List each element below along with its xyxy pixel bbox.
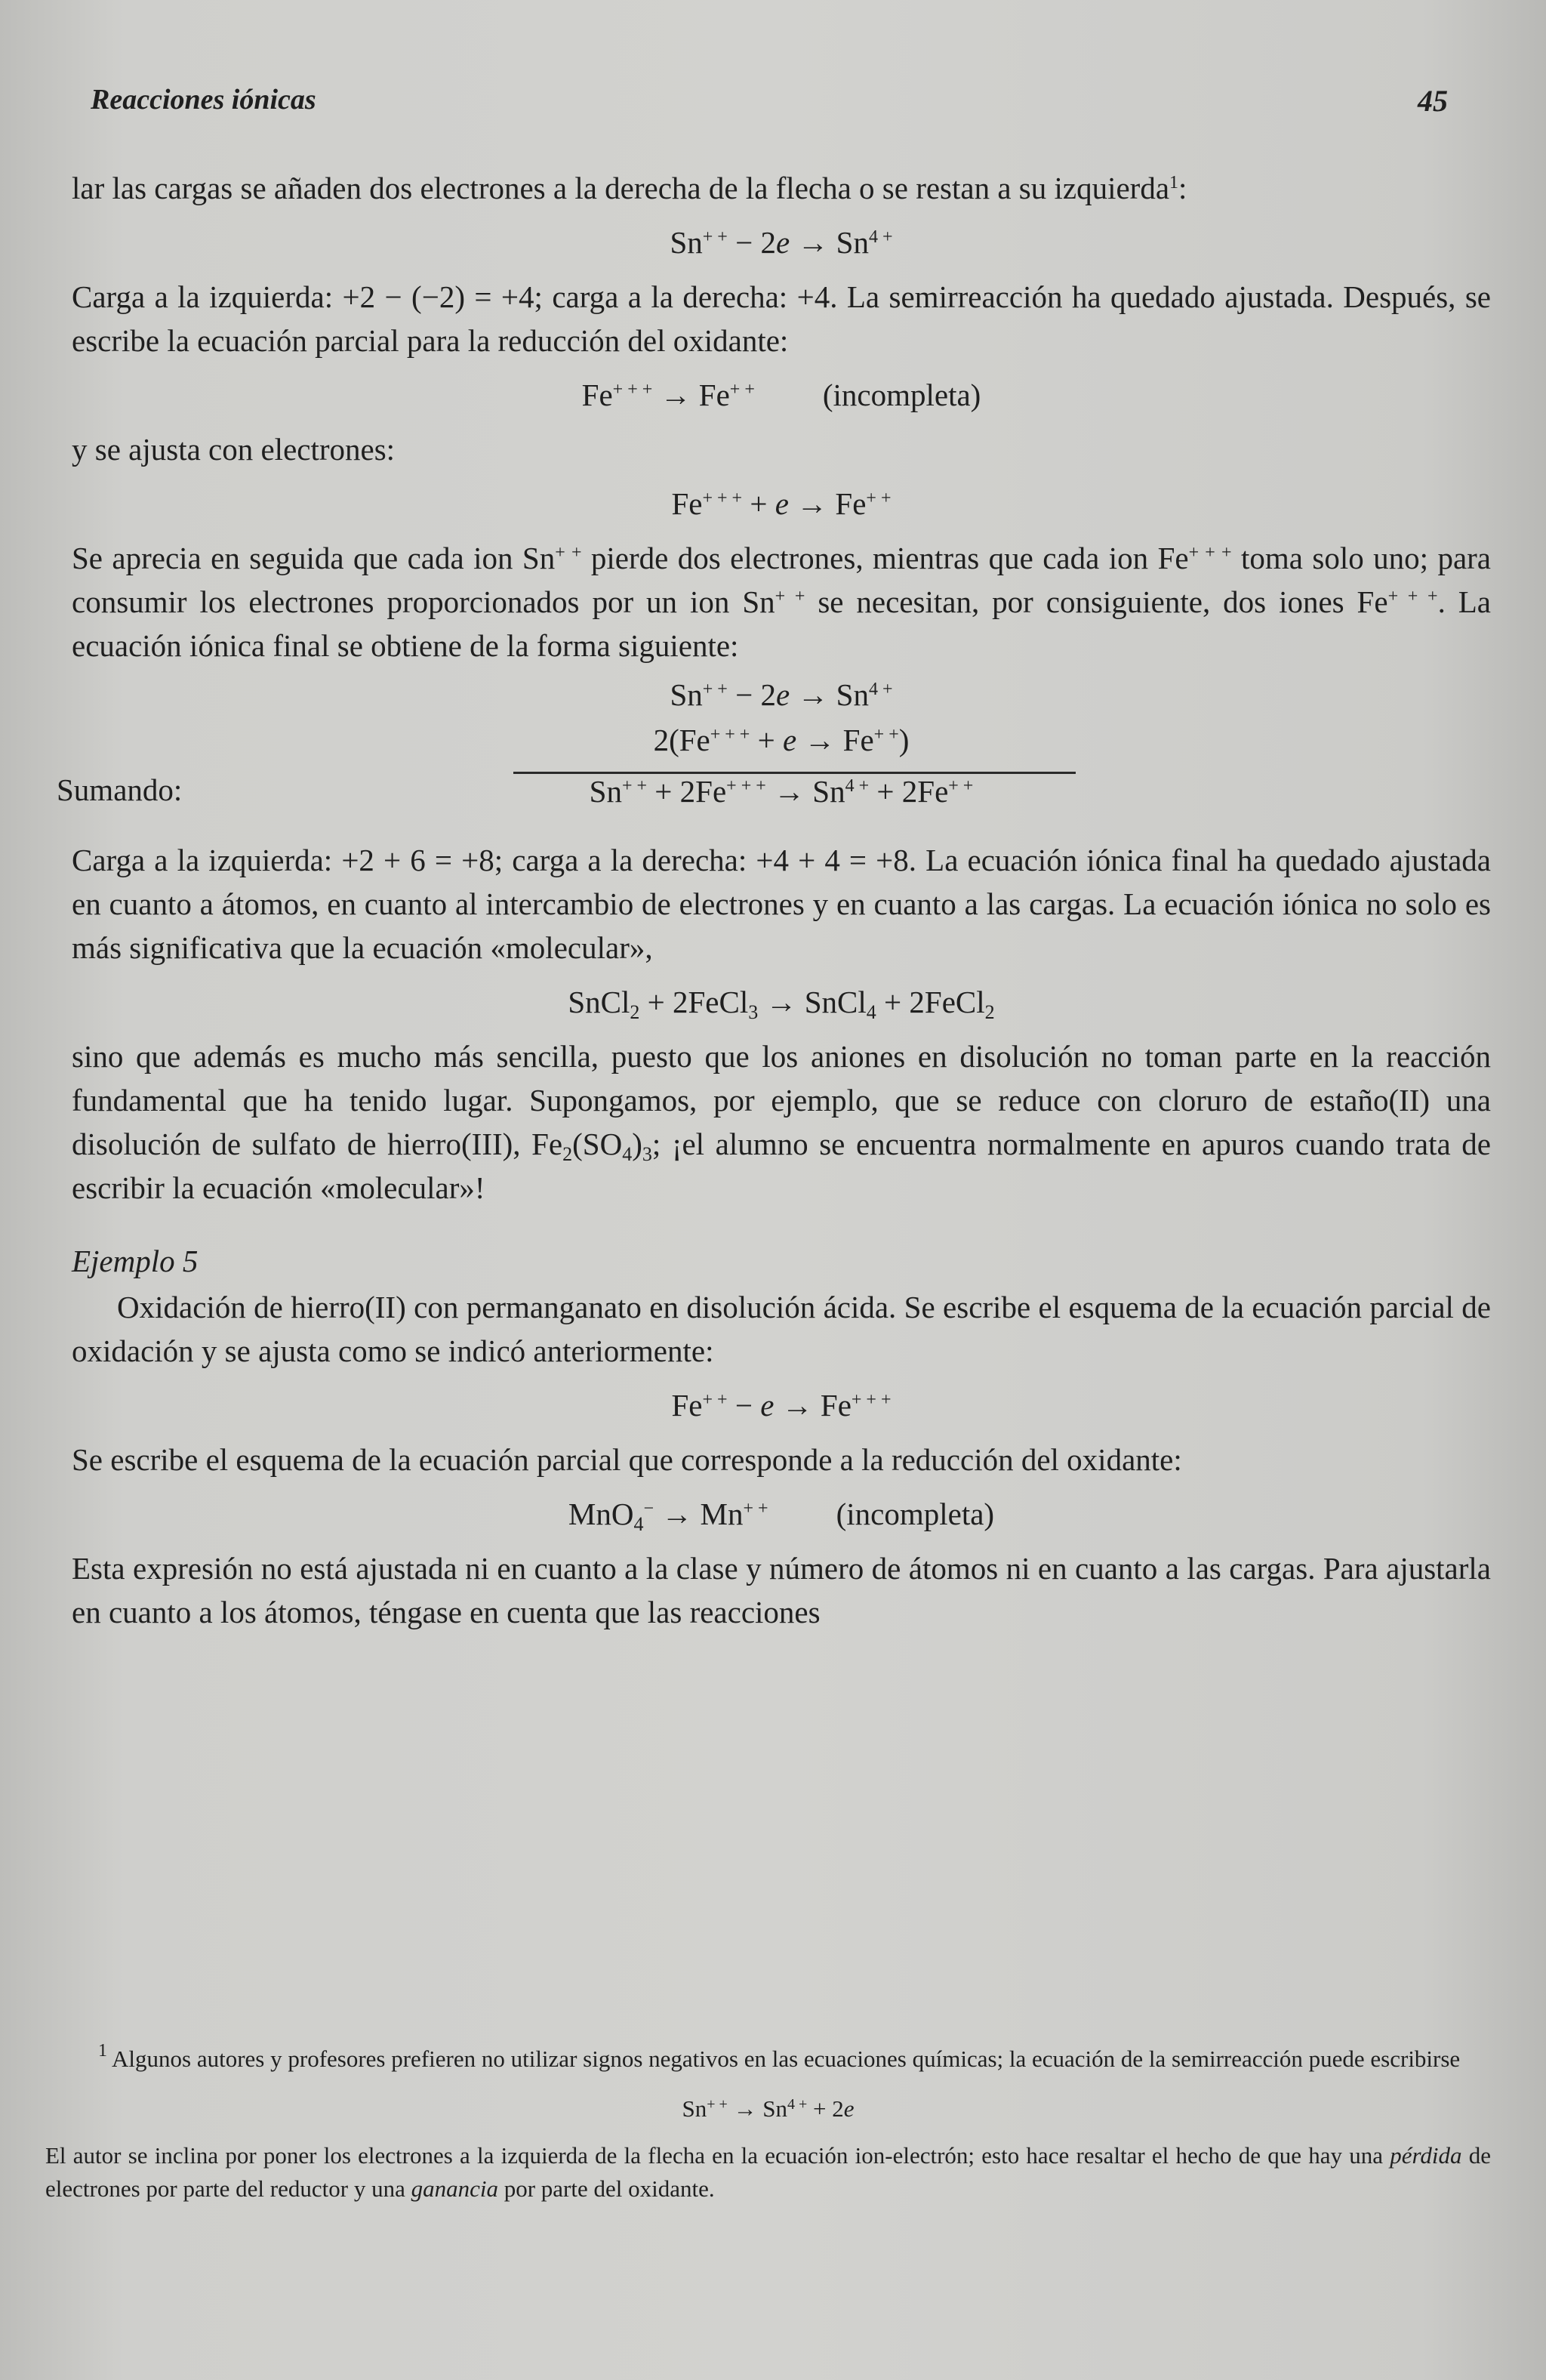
footnote-1: $^1$ Algunos autores y profesores prefieren no utilizar signos negativos en las ecuaciones químicas; la ecuación de la semirreacción puede escribirse xyxy=(98,2041,1461,2072)
example-5-title: Ejemplo 5 xyxy=(72,1244,199,1278)
paragraph-8: Se escribe el esquema de la ecuación parcial que corresponde a la reducción del oxidante: xyxy=(72,1442,1182,1477)
equation-mno4-incomplete: MnO$_4$− → Mn+ + (incompleta) xyxy=(568,1497,995,1535)
paragraph-5: Carga a la izquierda: +2 + 6 = +8; carga a la derecha: +4 + 4 = +8. La ecuación iónica final ha quedado ajustada en cuanto a átomos, en cuanto al intercambio de electrones y en cuanto a las cargas. La ecuación iónica no solo es más significativa que la ecuación «molecular», xyxy=(72,843,1491,965)
summation-line-2: 2(Fe+ + + + e → Fe+ +) xyxy=(653,723,910,757)
page-number: 45 xyxy=(1418,84,1448,118)
equation-fe-balanced: Fe+ + + + e → Fe+ + xyxy=(671,486,892,521)
page-body xyxy=(57,166,1492,1634)
footnote-marker: 1 xyxy=(98,2041,107,2061)
paragraph-4: Se aprecia en seguida que cada ion Sn+ + pierde dos electrones, mientras que cada ion Fe+ + + toma solo uno; para consumir los electrones proporcionados por un ion Sn+ + se necesitan, por consiguiente, dos iones Fe+ + +. La ecuación iónica final se obtiene de la forma siguiente: xyxy=(72,541,1492,663)
paragraph-9: Esta expresión no está ajustada ni en cuanto a la clase y número de átomos ni en cuanto a las cargas. Para ajustarla en cuanto a los átomos, téngase en cuenta que las reacciones xyxy=(72,1551,1491,1629)
equation-sn-oxidation: $Sn^{+ +} - 2e \to Sn^{4 +}$ xyxy=(670,225,893,260)
footnote-equation: $Sn^{+ +} \to Sn^{4 +} + 2e$ xyxy=(682,2095,855,2122)
paragraph-3: y se ajusta con electrones: xyxy=(72,432,396,467)
footnote-ref: 1 xyxy=(1169,173,1179,193)
equation-fe-oxidation: Fe+ + − e → Fe+ + + xyxy=(671,1388,892,1423)
paragraph-7: Oxidación de hierro(II) con permanganato en disolución ácida. Se escribe el esquema de la ecuación parcial de oxidación y se ajusta como se indicó anteriormente: xyxy=(72,1290,1491,1368)
paragraph-6: sino que además es mucho más sencilla, puesto que los aniones en disolución no toman parte en la reacción fundamental que ha tenido lugar. Supongamos, por ejemplo, que se reduce con cloruro de estaño(II) una disolución de sulfato de hierro(III), $Fe_2(SO_4)_3$; ¡el alumno se encuentra normalmente en apuros cuando trata de escribir la ecuación «molecular»! xyxy=(72,1039,1491,1205)
summation-line-1: $Sn^{+ +} - 2e \to Sn^{4 +}$ xyxy=(670,677,893,712)
running-title: Reacciones iónicas xyxy=(91,84,316,116)
footnote-1-continued: El autor se inclina por poner los electrones a la izquierda de la flecha en la ecuación ion-electrón; esto hace resaltar el hecho de que hay una pérdida de electrones por parte del reductor y una ganancia por parte del oxidante. xyxy=(45,2142,1491,2202)
summation-block xyxy=(57,677,1491,828)
equation-molecular: SnCl$_2$ + 2FeCl$_3$ → SnCl$_4$ + 2FeCl$_2$ xyxy=(568,985,995,1023)
equation-fe-incomplete: Fe+ + + → Fe+ + (incompleta) xyxy=(581,378,981,412)
paragraph-1: lar las cargas se añaden dos electrones a la derecha de la flecha o se restan a su izquierda$^1$: xyxy=(72,171,1187,205)
paragraph-2: Carga a la izquierda: +2 − (−2) = +4; carga a la derecha: +4. La semirreacción ha quedado ajustada. Después, se escribe la ecuación parcial para la reducción del oxidante: xyxy=(72,279,1491,358)
summation-result: $Sn^{+ +} + 2Fe^{+ + +} \to Sn^{4 +} + 2Fe^{+ +}$ xyxy=(589,774,974,809)
summation-label: Sumando: xyxy=(57,772,183,807)
footnote-area xyxy=(45,2042,1491,2206)
page-header xyxy=(91,83,1486,128)
